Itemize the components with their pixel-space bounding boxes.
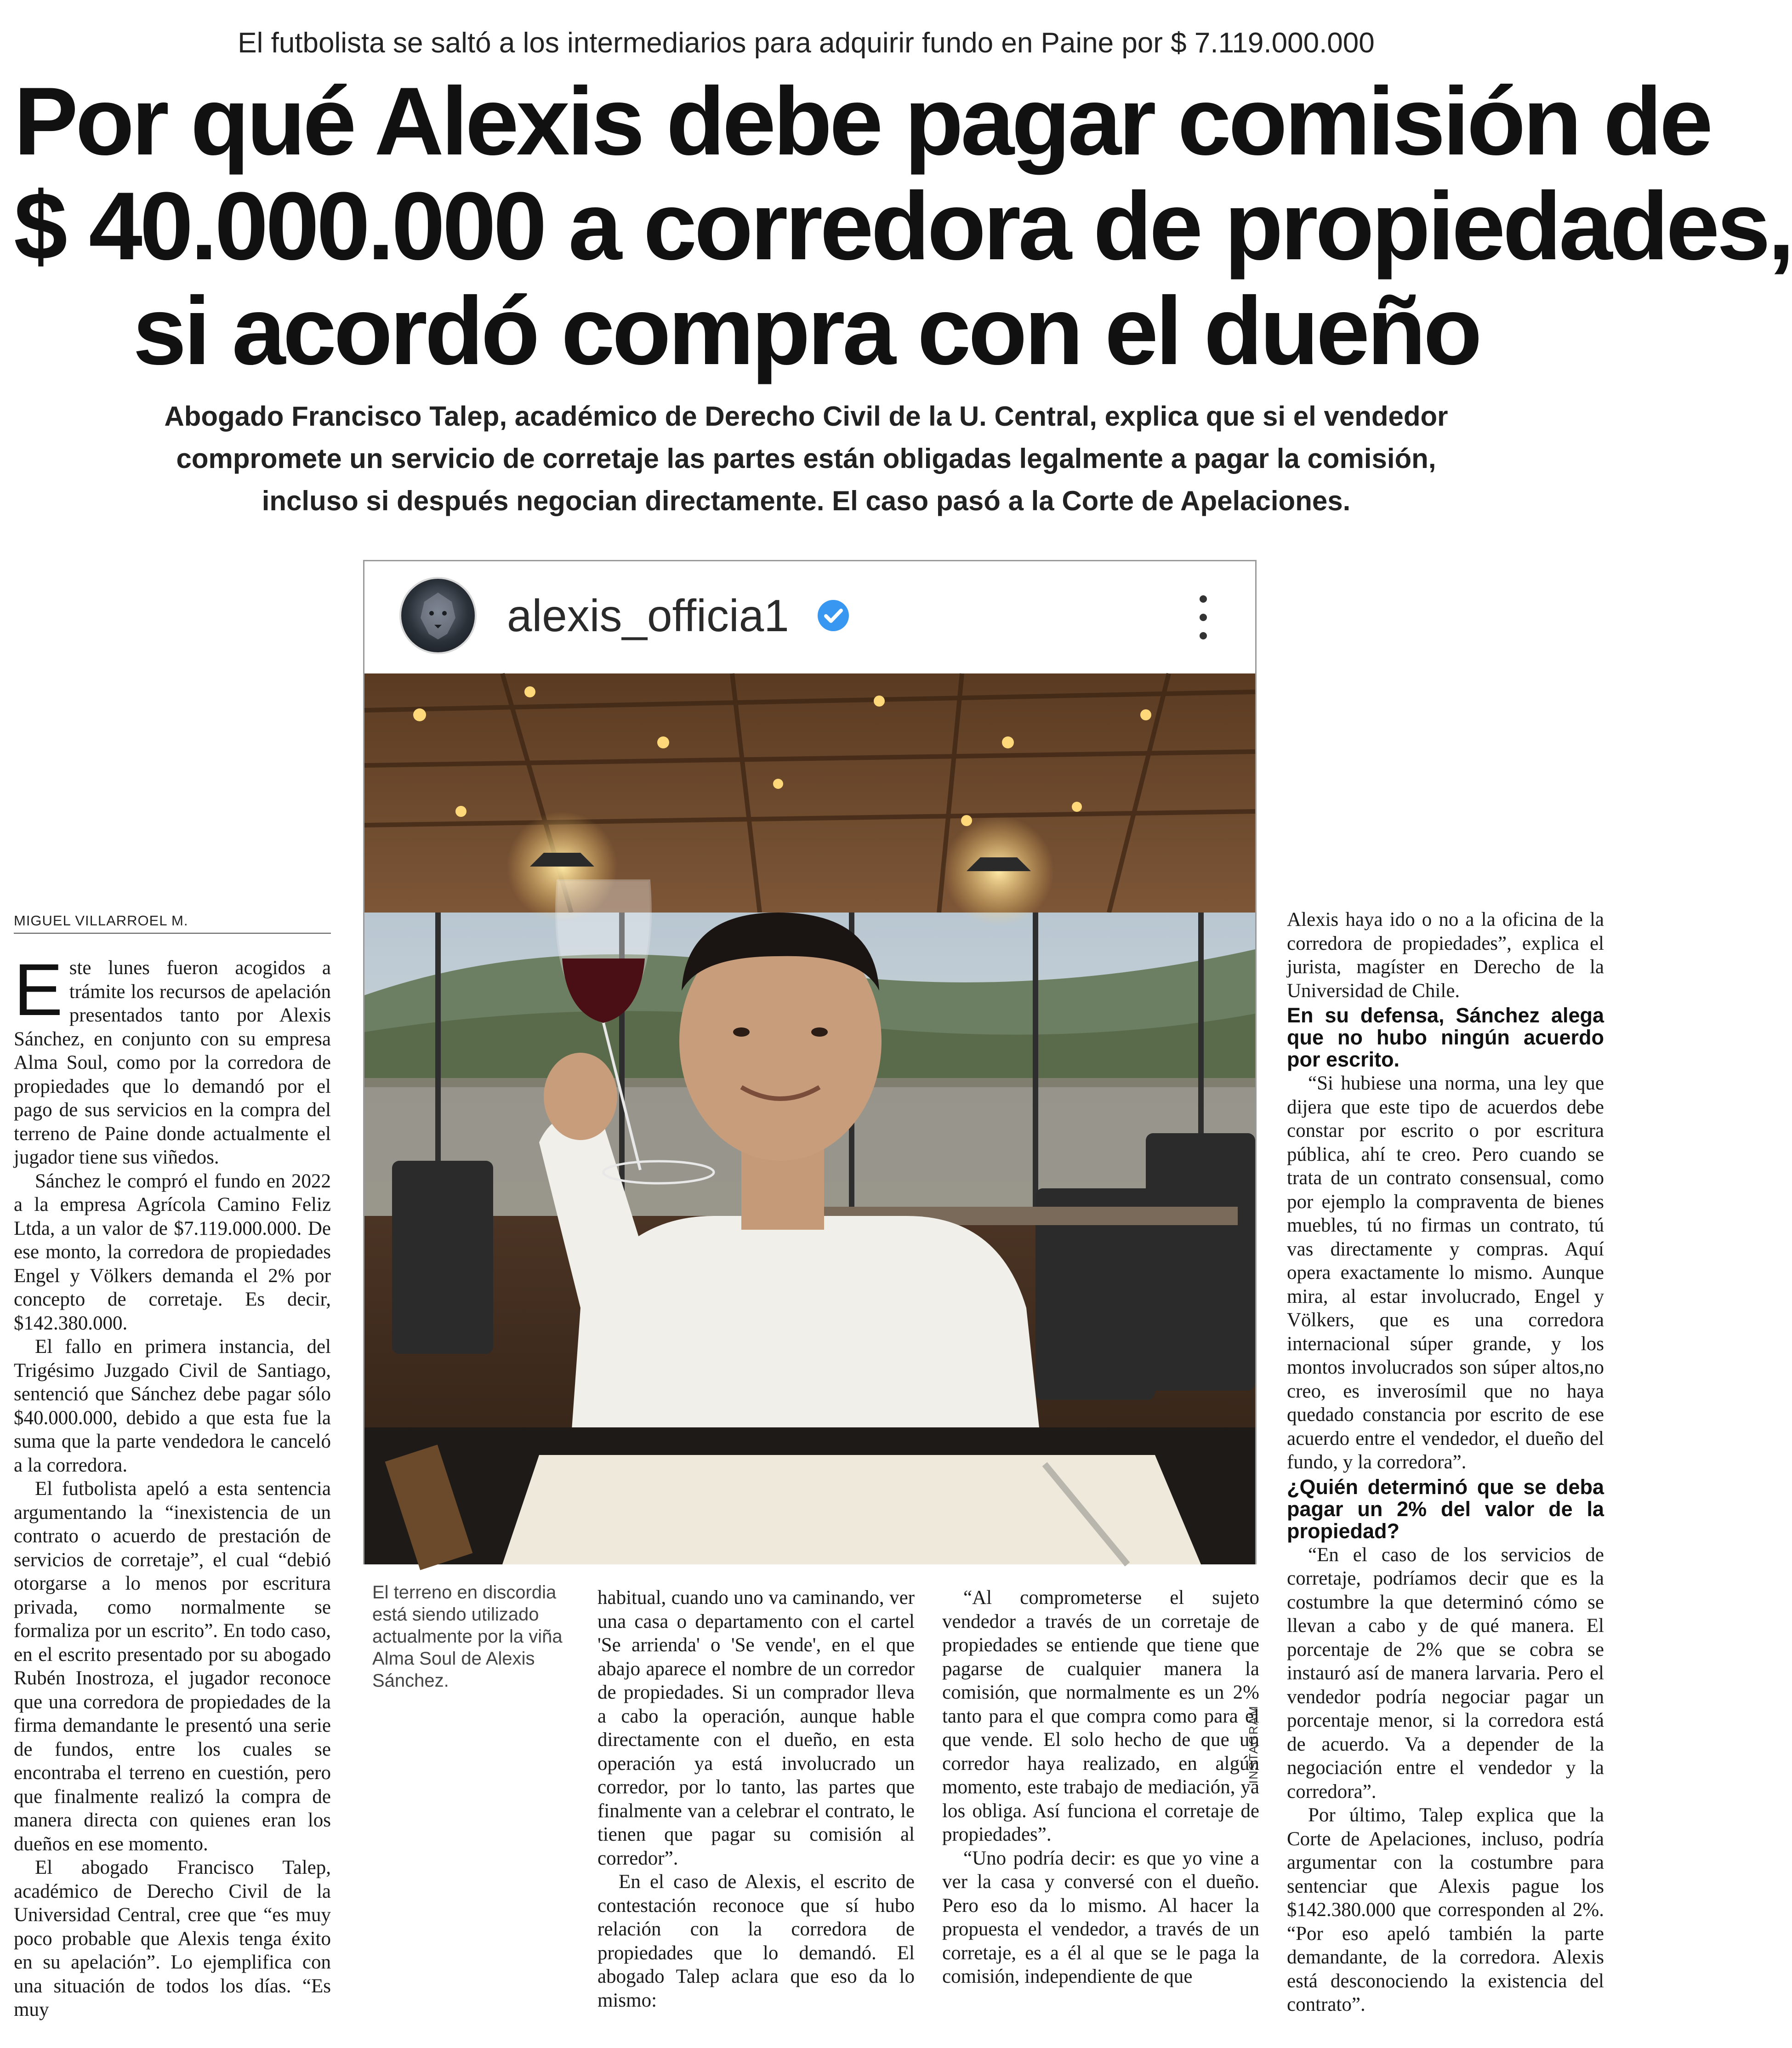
- restaurant-photo: [364, 673, 1255, 1564]
- byline: MIGUEL VILLARROEL M.: [14, 913, 331, 934]
- interview-question: En su defensa, Sánchez alega que no hubo ningún acuerdo por escrito.: [1287, 1004, 1604, 1071]
- article-column-5: [1287, 908, 1604, 2017]
- paragraph: Alexis haya ido o no a la oficina de la corredora de propiedades”, explica el jurista, magíster en Derecho de la Universidad de Chile.: [1287, 909, 1604, 1002]
- article-column-4: [942, 1586, 1259, 1989]
- interview-question: ¿Quién determinó que se deba pagar un 2% del valor de la propiedad?: [1287, 1475, 1604, 1543]
- paragraph: En el caso de Alexis, el escrito de contestación reconoce que sí hubo relación con la corredora de propiedades que lo demandó. El abogado Talep aclara que eso da lo mismo:: [597, 1871, 915, 2011]
- paragraph: Sánchez le compró el fundo en 2022 a la empresa Agrícola Camino Feliz Ltda, a un valor de $7.119.000.000. De ese monto, la corredora de propiedades Engel y Völkers demanda el 2% por concepto de corretaje. Es decir, $142.380.000.: [14, 1170, 331, 1334]
- paragraph: Este lunes fueron acogidos a trámite los recursos de apelación presentados tanto por Alexis Sánchez, en conjunto con su empresa Alma Soul, como por la corredora de propiedades que lo demandó por el pago de sus servicios en la compra del terreno de Paine donde actualmente el jugador tiene sus viñedos.: [14, 948, 331, 1168]
- article-column-3: [597, 1586, 915, 2012]
- headline-line: si acordó compra con el dueño: [133, 277, 1479, 385]
- paragraph: “Uno podría decir: es que yo vine a ver la casa y conversé con el dueño. Pero eso da lo mismo. Al hacer la propuesta el vendedor, a través de un corretaje, es a él al que se le paga la comisión, independiente de que: [942, 1847, 1259, 1987]
- verified-badge-icon: [815, 597, 852, 634]
- instagram-username[interactable]: alexis_officia1: [507, 590, 789, 641]
- paragraph: “En el caso de los servicios de corretaje, podríamos decir que es la costumbre la que determinó cómo se llevan a cabo y de qué manera. El porcentaje de 2% que se cobra se instauró así de manera larvaria. Pero el vendedor podría negociar pagar un porcentaje menor, si la corredora está de acuerdo. Va a depender de la negociación entre el vendedor y la corredora”.: [1287, 1544, 1604, 1803]
- paragraph: El futbolista apeló a esta sentencia argumentando la “inexistencia de un contrato o acuerdo de prestación de servicios de corretaje”, el cual “debió otorgarse a lo menos por escritura privada, como normalmente se formaliza por un escrito”. En todo caso, en el escrito presentado por su abogado Rubén Inostroza, el jugador reconoce que una corredora de propiedades de la firma demandante le presentó una serie de fundos, entre los cuales se encontraba el terreno en cuestión, pero que finalmente realizó la compra de manera directa con quienes eran los dueños en ese momento.: [14, 1478, 331, 1855]
- paragraph: El fallo en primera instancia, del Trigésimo Juzgado Civil de Santiago, sentenció que Sánchez debe pagar sólo $40.000.000, debido a que esta fue la suma que la parte vendedora le canceló a la corredora.: [14, 1336, 331, 1476]
- paragraph: “Si hubiese una norma, una ley que dijera que este tipo de acuerdos debe constar por escrito o por escritura pública, ahí te creo. Pero cuando se trata de un contrato consensual, como por ejemplo la compraventa de bienes muebles, tú no firmas un contrato, tú vas directamente y compras. Aquí opera exactamente lo mismo. Aunque mira, al estar involucrado, Engel y Völkers, que es una corredora internacional súper grande, y los montos involucrados son súper altos,no creo, es inverosímil que no haya quedado constancia por escrito de ese acuerdo entre el vendedor, el dueño del fundo, y la corredora”.: [1287, 1072, 1604, 1473]
- headline-line: $ 40.000.000 a corredora de propiedades,: [14, 172, 1792, 280]
- drop-cap: E: [14, 948, 63, 1031]
- kicker: El futbolista se saltó a los intermediarios para adquirir fundo en Paine por $ 7.119.000.000: [238, 27, 1375, 59]
- paragraph: “Al comprometerse el sujeto vendedor a través de un corretaje de propiedades se entiende que tiene que pagarse de cualquier manera la comisión, que normalmente es un 2% tanto para el que compra como para el que vende. El solo hecho de que un corredor haya realizado, en algún momento, este trabajo de mediación, ya los obliga. Así funciona el corretaje de propiedades”.: [942, 1587, 1259, 1845]
- paragraph: El abogado Francisco Talep, académico de Derecho Civil de la Universidad Central, cree que “es muy poco probable que Alexis tenga éxito en su apelación”. Lo ejemplifica con una situación de todos los días. “Es muy: [14, 1857, 331, 2020]
- standfirst-line: incluso si después negocian directamente. El caso pasó a la Corte de Apelaciones.: [262, 485, 1351, 516]
- photo-credit: INSTAGRAM: [1246, 1705, 1260, 1784]
- headline: [14, 67, 1792, 385]
- post-photo: [364, 673, 1255, 1564]
- instagram-post: [363, 560, 1257, 1564]
- article-column-1: [14, 948, 331, 2022]
- paragraph: habitual, cuando uno va caminando, ver una casa o departamento con el cartel 'Se arrienda' o 'Se vende', en el que abajo aparece el nombre de un corredor de propiedades. Si un comprador lleva a cabo la operación, aunque hable directamente con el dueño, en esta operación ya está involucrado un corredor, por lo tanto, las partes que finalmente van a celebrar el contrato, le tienen que pagar su comisión al corredor”.: [597, 1587, 915, 1869]
- instagram-post-header: [364, 561, 1255, 673]
- lion-icon: [401, 579, 475, 652]
- more-options-icon[interactable]: [1196, 590, 1210, 645]
- standfirst-line: Abogado Francisco Talep, académico de Derecho Civil de la U. Central, explica que si el vendedor: [164, 401, 1448, 432]
- standfirst-line: compromete un servicio de corretaje las partes están obligadas legalmente a pagar la comisión,: [176, 443, 1436, 474]
- avatar[interactable]: [399, 577, 477, 654]
- headline-line: Por qué Alexis debe pagar comisión de: [14, 67, 1711, 175]
- standfirst: [101, 395, 1511, 522]
- paragraph: Por último, Talep explica que la Corte de Apelaciones, incluso, podría argumentar con la costumbre para sentenciar que Alexis pague los $142.380.000 que corresponden al 2%. “Por eso apeló también la parte demandante, de la corredora. Alexis está desconociendo la existencia del contrato”.: [1287, 1804, 1604, 2015]
- photo-caption: El terreno en discordia está siendo utilizado actualmente por la viña Alma Soul de Alexis Sánchez.: [372, 1582, 563, 1691]
